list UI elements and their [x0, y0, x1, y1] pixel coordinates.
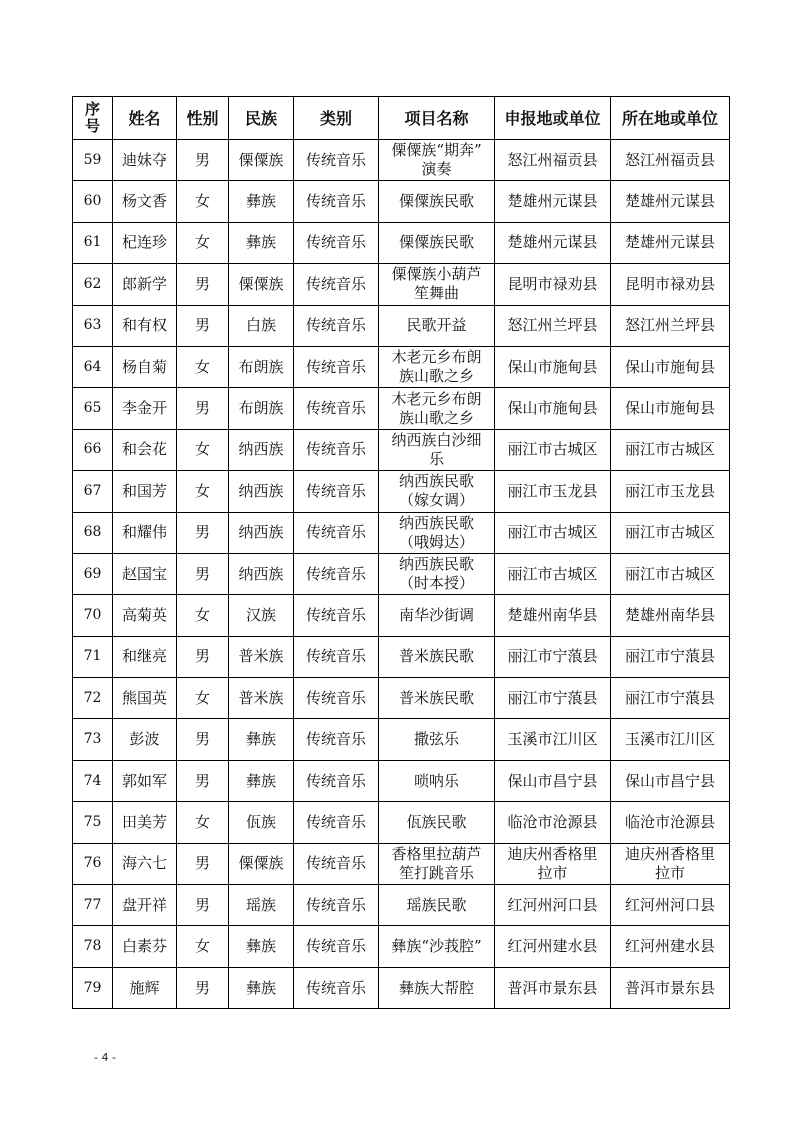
cell-project — [379, 140, 495, 181]
cell-line: 临沧市沧源县 — [624, 812, 715, 831]
cell-applicant — [495, 843, 611, 884]
table-row — [73, 181, 730, 222]
cell-project — [379, 719, 495, 760]
cell-gender: 女 — [177, 222, 229, 263]
cell-line: 丽江市古城区 — [507, 440, 598, 459]
cell-line: 丽江市古城区 — [624, 564, 715, 583]
cell-category: 传统音乐 — [294, 471, 379, 512]
table-row — [73, 678, 730, 719]
cell-line: 香格里拉葫芦 — [391, 844, 482, 863]
cell-line: 丽江市古城区 — [624, 440, 715, 459]
cell-line: 临沧市沧源县 — [507, 812, 598, 831]
cell-applicant — [495, 678, 611, 719]
cell-name: 郎新学 — [113, 264, 177, 305]
cell-gender: 女 — [177, 181, 229, 222]
cell-project — [379, 388, 495, 429]
cell-project — [379, 305, 495, 346]
cell-gender: 女 — [177, 429, 229, 470]
cell-line: 笙打跳音乐 — [398, 863, 474, 882]
cell-location — [611, 760, 730, 801]
cell-line: 傈僳族民歌 — [398, 192, 474, 211]
cell-seq: 60 — [73, 181, 113, 222]
cell-location — [611, 264, 730, 305]
cell-ethnicity: 傈僳族 — [229, 264, 294, 305]
cell-gender: 女 — [177, 346, 229, 387]
cell-category: 传统音乐 — [294, 512, 379, 553]
cell-name: 赵国宝 — [113, 553, 177, 594]
cell-gender: 男 — [177, 140, 229, 181]
cell-category: 传统音乐 — [294, 388, 379, 429]
cell-seq: 71 — [73, 636, 113, 677]
cell-line: 纳西族民歌 — [398, 555, 474, 574]
cell-name: 杨自菊 — [113, 346, 177, 387]
cell-category: 传统音乐 — [294, 636, 379, 677]
cell-gender: 女 — [177, 595, 229, 636]
cell-name: 高菊英 — [113, 595, 177, 636]
cell-location — [611, 967, 730, 1008]
cell-seq: 61 — [73, 222, 113, 263]
table-row — [73, 885, 730, 926]
table-row — [73, 388, 730, 429]
cell-category: 传统音乐 — [294, 140, 379, 181]
cell-location — [611, 636, 730, 677]
cell-ethnicity: 佤族 — [229, 802, 294, 843]
cell-applicant — [495, 429, 611, 470]
cell-line: 彝族“沙莪腔” — [391, 937, 482, 956]
cell-category: 传统音乐 — [294, 181, 379, 222]
cell-category: 传统音乐 — [294, 760, 379, 801]
cell-ethnicity: 普米族 — [229, 678, 294, 719]
cell-project — [379, 222, 495, 263]
cell-line: 楚雄州元谋县 — [507, 233, 598, 252]
cell-line: 红河州建水县 — [507, 937, 598, 956]
cell-gender: 女 — [177, 802, 229, 843]
cell-location — [611, 471, 730, 512]
cell-project — [379, 346, 495, 387]
header-ethnicity: 民族 — [229, 97, 294, 140]
cell-gender: 女 — [177, 471, 229, 512]
table-row — [73, 636, 730, 677]
cell-line: （哦姆达） — [398, 532, 474, 551]
cell-line: 南华沙街调 — [398, 605, 474, 624]
cell-project — [379, 429, 495, 470]
cell-applicant — [495, 636, 611, 677]
cell-line: 民歌开益 — [406, 316, 467, 335]
cell-line: 楚雄州南华县 — [624, 605, 715, 624]
cell-line: 纳西族民歌 — [398, 472, 474, 491]
cell-category: 传统音乐 — [294, 802, 379, 843]
cell-name: 和会花 — [113, 429, 177, 470]
cell-project — [379, 926, 495, 967]
cell-seq: 79 — [73, 967, 113, 1008]
cell-line: 彝族大帮腔 — [398, 978, 474, 997]
cell-location — [611, 553, 730, 594]
cell-applicant — [495, 181, 611, 222]
cell-location — [611, 140, 730, 181]
cell-line: 楚雄州元谋县 — [507, 192, 598, 211]
header-gender: 性别 — [177, 97, 229, 140]
cell-applicant — [495, 388, 611, 429]
cell-location — [611, 843, 730, 884]
cell-applicant — [495, 553, 611, 594]
cell-seq: 76 — [73, 843, 113, 884]
cell-line: 佤族民歌 — [406, 812, 467, 831]
table-body — [73, 140, 730, 1009]
cell-gender: 男 — [177, 305, 229, 346]
cell-project — [379, 802, 495, 843]
cell-line: 木老元乡布朗 — [391, 348, 482, 367]
cell-line: 玉溪市江川区 — [507, 730, 598, 749]
cell-gender: 男 — [177, 553, 229, 594]
cell-location — [611, 678, 730, 719]
cell-line: 普洱市景东县 — [507, 978, 598, 997]
cell-seq: 64 — [73, 346, 113, 387]
cell-line: 楚雄州南华县 — [507, 605, 598, 624]
cell-project — [379, 512, 495, 553]
table-row — [73, 760, 730, 801]
cell-location — [611, 512, 730, 553]
cell-line: 丽江市玉龙县 — [624, 481, 715, 500]
cell-seq: 63 — [73, 305, 113, 346]
cell-line: 傈僳族小葫芦 — [391, 265, 482, 284]
cell-project — [379, 678, 495, 719]
cell-ethnicity: 布朗族 — [229, 346, 294, 387]
header-seq — [73, 97, 113, 140]
cell-line: 迪庆州香格里 — [624, 844, 715, 863]
cell-line: 笙舞曲 — [413, 284, 459, 303]
cell-applicant — [495, 802, 611, 843]
cell-seq: 67 — [73, 471, 113, 512]
cell-line: 丽江市古城区 — [507, 523, 598, 542]
cell-line: 丽江市宁蒗县 — [507, 647, 598, 666]
cell-line: 保山市施甸县 — [624, 399, 715, 418]
cell-line: 族山歌之乡 — [398, 367, 474, 386]
cell-ethnicity: 白族 — [229, 305, 294, 346]
table-row — [73, 305, 730, 346]
cell-category: 传统音乐 — [294, 595, 379, 636]
cell-ethnicity: 彝族 — [229, 222, 294, 263]
header-seq-label — [75, 101, 110, 135]
cell-line: 拉市 — [654, 863, 685, 882]
cell-name: 李金开 — [113, 388, 177, 429]
cell-gender: 女 — [177, 678, 229, 719]
cell-project — [379, 885, 495, 926]
page-number: - 4 - — [94, 1051, 116, 1064]
cell-location — [611, 346, 730, 387]
table-row — [73, 429, 730, 470]
cell-project — [379, 967, 495, 1008]
cell-ethnicity: 傈僳族 — [229, 140, 294, 181]
cell-ethnicity: 彝族 — [229, 760, 294, 801]
cell-name: 海六七 — [113, 843, 177, 884]
cell-applicant — [495, 140, 611, 181]
cell-line: 木老元乡布朗 — [391, 389, 482, 408]
cell-gender: 男 — [177, 512, 229, 553]
cell-line: 瑶族民歌 — [406, 895, 467, 914]
cell-seq: 73 — [73, 719, 113, 760]
cell-seq: 68 — [73, 512, 113, 553]
header-seq-char: 序 — [84, 100, 100, 118]
cell-seq: 74 — [73, 760, 113, 801]
cell-category: 传统音乐 — [294, 264, 379, 305]
table-row — [73, 264, 730, 305]
cell-line: 丽江市古城区 — [507, 564, 598, 583]
cell-location — [611, 429, 730, 470]
cell-category: 传统音乐 — [294, 222, 379, 263]
cell-project — [379, 471, 495, 512]
cell-ethnicity: 纳西族 — [229, 512, 294, 553]
cell-line: 楚雄州元谋县 — [624, 192, 715, 211]
cell-ethnicity: 彝族 — [229, 967, 294, 1008]
table-row — [73, 843, 730, 884]
cell-gender: 男 — [177, 388, 229, 429]
cell-ethnicity: 纳西族 — [229, 553, 294, 594]
cell-ethnicity: 纳西族 — [229, 429, 294, 470]
cell-line: 丽江市宁蒗县 — [624, 688, 715, 707]
cell-line: （嫁女调） — [398, 491, 474, 510]
cell-project — [379, 636, 495, 677]
cell-applicant — [495, 885, 611, 926]
header-applicant: 申报地或单位 — [495, 97, 611, 140]
cell-project — [379, 553, 495, 594]
cell-line: 普米族民歌 — [398, 647, 474, 666]
header-project: 项目名称 — [379, 97, 495, 140]
cell-line: 昆明市禄劝县 — [507, 274, 598, 293]
cell-ethnicity: 普米族 — [229, 636, 294, 677]
table-header-row — [73, 97, 730, 140]
cell-ethnicity: 汉族 — [229, 595, 294, 636]
table-row — [73, 595, 730, 636]
cell-location — [611, 388, 730, 429]
cell-ethnicity: 布朗族 — [229, 388, 294, 429]
cell-category: 传统音乐 — [294, 553, 379, 594]
cell-line: 族山歌之乡 — [398, 408, 474, 427]
cell-gender: 男 — [177, 760, 229, 801]
cell-seq: 70 — [73, 595, 113, 636]
cell-seq: 65 — [73, 388, 113, 429]
cell-category: 传统音乐 — [294, 843, 379, 884]
personnel-table — [72, 96, 730, 1009]
cell-category: 传统音乐 — [294, 926, 379, 967]
cell-ethnicity: 彝族 — [229, 181, 294, 222]
cell-name: 熊国英 — [113, 678, 177, 719]
cell-applicant — [495, 595, 611, 636]
header-location: 所在地或单位 — [611, 97, 730, 140]
cell-gender: 男 — [177, 719, 229, 760]
cell-name: 迪妹夺 — [113, 140, 177, 181]
cell-line: 普洱市景东县 — [624, 978, 715, 997]
cell-line: 撒弦乐 — [413, 730, 459, 749]
cell-applicant — [495, 760, 611, 801]
cell-ethnicity: 瑶族 — [229, 885, 294, 926]
cell-applicant — [495, 222, 611, 263]
cell-line: 怒江州福贡县 — [507, 150, 598, 169]
cell-location — [611, 926, 730, 967]
cell-line: 演奏 — [421, 160, 452, 179]
table-row — [73, 926, 730, 967]
cell-line: 昆明市禄劝县 — [624, 274, 715, 293]
cell-gender: 男 — [177, 636, 229, 677]
cell-line: 纳西族民歌 — [398, 513, 474, 532]
cell-location — [611, 222, 730, 263]
cell-applicant — [495, 264, 611, 305]
cell-seq: 77 — [73, 885, 113, 926]
cell-line: 红河州河口县 — [507, 895, 598, 914]
cell-applicant — [495, 471, 611, 512]
cell-line: 丽江市宁蒗县 — [624, 647, 715, 666]
cell-category: 传统音乐 — [294, 429, 379, 470]
cell-name: 郭如军 — [113, 760, 177, 801]
cell-applicant — [495, 346, 611, 387]
cell-ethnicity: 傈僳族 — [229, 843, 294, 884]
cell-name: 白素芬 — [113, 926, 177, 967]
cell-seq: 75 — [73, 802, 113, 843]
cell-category: 传统音乐 — [294, 678, 379, 719]
cell-applicant — [495, 512, 611, 553]
cell-seq: 78 — [73, 926, 113, 967]
cell-line: （时本授） — [398, 574, 474, 593]
cell-line: 怒江州兰坪县 — [507, 316, 598, 335]
cell-line: 红河州建水县 — [624, 937, 715, 956]
cell-gender: 男 — [177, 264, 229, 305]
cell-location — [611, 181, 730, 222]
cell-project — [379, 843, 495, 884]
cell-line: 乐 — [428, 449, 444, 468]
cell-applicant — [495, 967, 611, 1008]
cell-seq: 59 — [73, 140, 113, 181]
cell-line: 丽江市宁蒗县 — [507, 688, 598, 707]
cell-line: 拉市 — [537, 863, 568, 882]
cell-line: 迪庆州香格里 — [507, 844, 598, 863]
table-row — [73, 967, 730, 1008]
cell-line: 保山市昌宁县 — [624, 771, 715, 790]
cell-line: 傈僳族“期奔” — [391, 141, 482, 160]
cell-category: 传统音乐 — [294, 719, 379, 760]
cell-name: 施辉 — [113, 967, 177, 1008]
cell-line: 保山市昌宁县 — [507, 771, 598, 790]
cell-line: 红河州河口县 — [624, 895, 715, 914]
cell-project — [379, 181, 495, 222]
cell-ethnicity: 彝族 — [229, 926, 294, 967]
cell-line: 保山市施甸县 — [624, 357, 715, 376]
cell-project — [379, 760, 495, 801]
cell-applicant — [495, 719, 611, 760]
cell-line: 保山市施甸县 — [507, 399, 598, 418]
cell-name: 盘开祥 — [113, 885, 177, 926]
table-row — [73, 140, 730, 181]
table-row — [73, 719, 730, 760]
cell-line: 怒江州兰坪县 — [624, 316, 715, 335]
cell-name: 彭波 — [113, 719, 177, 760]
cell-name: 和耀伟 — [113, 512, 177, 553]
table-row — [73, 553, 730, 594]
table-row — [73, 346, 730, 387]
cell-line: 玉溪市江川区 — [624, 730, 715, 749]
cell-gender: 女 — [177, 926, 229, 967]
cell-line: 纳西族白沙细 — [391, 430, 482, 449]
cell-ethnicity: 纳西族 — [229, 471, 294, 512]
cell-line: 怒江州福贡县 — [624, 150, 715, 169]
cell-project — [379, 264, 495, 305]
table-row — [73, 471, 730, 512]
cell-line: 丽江市古城区 — [624, 523, 715, 542]
cell-gender: 男 — [177, 885, 229, 926]
cell-gender: 男 — [177, 967, 229, 1008]
cell-name: 和继亮 — [113, 636, 177, 677]
cell-category: 传统音乐 — [294, 967, 379, 1008]
table-row — [73, 512, 730, 553]
cell-line: 唢呐乐 — [413, 771, 459, 790]
cell-ethnicity: 彝族 — [229, 719, 294, 760]
header-name: 姓名 — [113, 97, 177, 140]
cell-location — [611, 595, 730, 636]
cell-gender: 男 — [177, 843, 229, 884]
cell-location — [611, 719, 730, 760]
cell-name: 杞连珍 — [113, 222, 177, 263]
cell-location — [611, 885, 730, 926]
table-row — [73, 222, 730, 263]
cell-name: 和国芳 — [113, 471, 177, 512]
cell-name: 田美芳 — [113, 802, 177, 843]
cell-line: 丽江市玉龙县 — [507, 481, 598, 500]
cell-seq: 72 — [73, 678, 113, 719]
cell-line: 傈僳族民歌 — [398, 233, 474, 252]
cell-location — [611, 802, 730, 843]
cell-category: 传统音乐 — [294, 885, 379, 926]
header-category: 类别 — [294, 97, 379, 140]
header-seq-char: 号 — [84, 117, 100, 135]
cell-applicant — [495, 926, 611, 967]
cell-location — [611, 305, 730, 346]
cell-seq: 69 — [73, 553, 113, 594]
cell-seq: 66 — [73, 429, 113, 470]
cell-seq: 62 — [73, 264, 113, 305]
cell-line: 保山市施甸县 — [507, 357, 598, 376]
table-row — [73, 802, 730, 843]
cell-name: 和有权 — [113, 305, 177, 346]
cell-line: 楚雄州元谋县 — [624, 233, 715, 252]
cell-project — [379, 595, 495, 636]
cell-line: 普米族民歌 — [398, 688, 474, 707]
cell-category: 传统音乐 — [294, 346, 379, 387]
cell-category: 传统音乐 — [294, 305, 379, 346]
cell-applicant — [495, 305, 611, 346]
cell-name: 杨文香 — [113, 181, 177, 222]
